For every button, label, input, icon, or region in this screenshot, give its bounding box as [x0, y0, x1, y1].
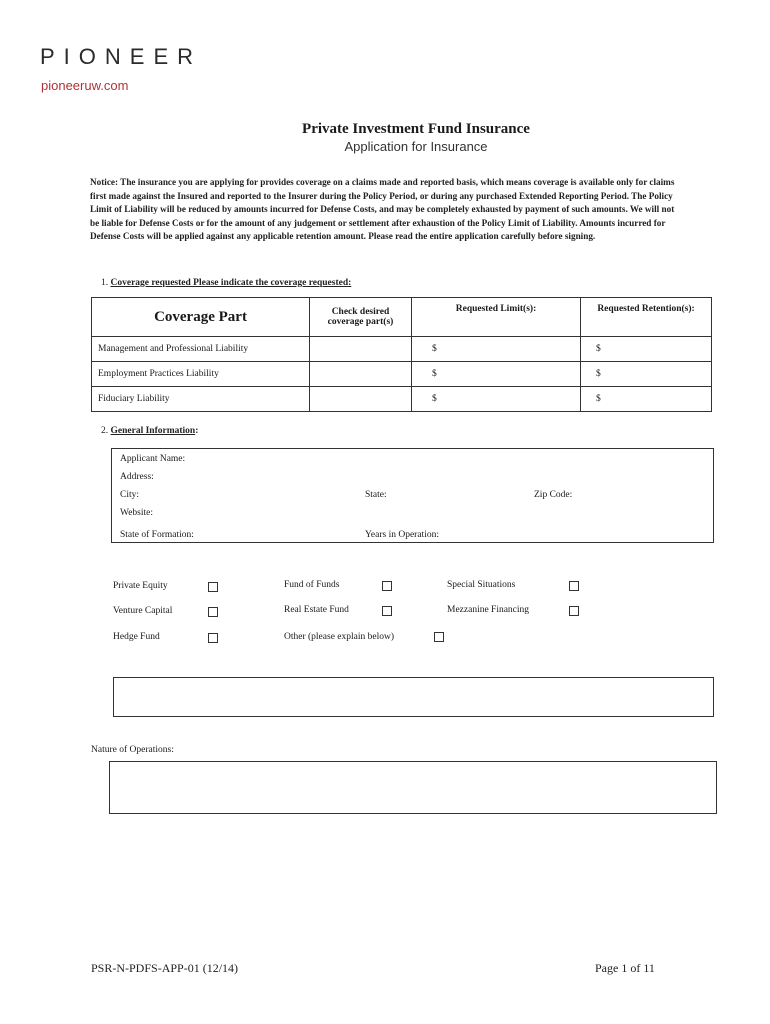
document-subtitle: Application for Insurance [344, 139, 488, 154]
retention-cell[interactable]: $ [581, 362, 712, 387]
company-website[interactable]: pioneeruw.com [41, 78, 129, 93]
coverage-check-cell[interactable] [310, 387, 412, 412]
fund-type-real-estate-fund: Real Estate Fund [284, 605, 349, 615]
fund-type-other: Other (please explain below) [284, 632, 394, 642]
general-information-box [111, 448, 714, 543]
section-2-number: 2. [101, 426, 109, 436]
col-coverage-part: Coverage Part [92, 298, 310, 337]
fund-type-hedge-fund: Hedge Fund [113, 632, 160, 642]
section-2-title: General Information [110, 426, 196, 436]
page-number: Page 1 of 11 [595, 961, 655, 975]
table-row [92, 337, 712, 362]
limit-cell[interactable]: $ [412, 337, 581, 362]
state-label[interactable]: State: [365, 490, 387, 500]
col-check-desired: Check desired coverage part(s) [310, 298, 412, 337]
city-label[interactable]: City: [120, 490, 140, 500]
section-1-number: 1. [101, 278, 109, 288]
private-equity-checkbox[interactable] [208, 582, 218, 592]
section-2-heading [101, 426, 198, 436]
section-1-heading [101, 278, 351, 288]
hedge-fund-checkbox[interactable] [208, 633, 218, 643]
fund-of-funds-checkbox[interactable] [382, 581, 392, 591]
document-title: Private Investment Fund Insurance [302, 121, 530, 137]
section-1-title: Coverage requested Please indicate the coverage requested: [110, 278, 352, 288]
fund-type-fund-of-funds: Fund of Funds [284, 580, 340, 590]
table-row [92, 362, 712, 387]
venture-capital-checkbox[interactable] [208, 607, 218, 617]
retention-cell[interactable]: $ [581, 387, 712, 412]
fund-type-special-situations: Special Situations [447, 580, 516, 590]
zip-code-label[interactable]: Zip Code: [534, 490, 573, 500]
table-row [92, 387, 712, 412]
special-situations-checkbox[interactable] [569, 581, 579, 591]
coverage-table-header [92, 298, 712, 337]
fund-type-mezzanine-financing: Mezzanine Financing [447, 605, 530, 615]
website-label[interactable]: Website: [120, 508, 154, 518]
col-requested-limit: Requested Limit(s): [412, 298, 581, 337]
fund-type-venture-capital: Venture Capital [113, 606, 173, 616]
coverage-check-cell[interactable] [310, 362, 412, 387]
years-in-operation-label[interactable]: Years in Operation: [365, 530, 439, 540]
mezzanine-financing-checkbox[interactable] [569, 606, 579, 616]
limit-cell[interactable]: $ [412, 362, 581, 387]
notice-paragraph: Notice: The insurance you are applying for provides coverage on a claims made and reported basis, which means coverage is available only for claims first made against the Insured and reported to the Insurer during the Policy Period, or during any purchased Extended Reporting Period. The Policy Limit of Liability will be reduced by amounts incurred for Defense Costs, and may be completely exhausted by payment of such amounts. We will not be liable for Defense Costs or for the amount of any judgement or settlement after exhaustion of the Policy Limit of Liability. Amounts incurred for Defense Costs will be applied against any applicable retention amount. Please read the entire application carefully before signing. [90, 177, 675, 242]
col-requested-retention: Requested Retention(s): [581, 298, 712, 337]
applicant-name-label[interactable]: Applicant Name: [120, 454, 186, 464]
limit-cell[interactable]: $ [412, 387, 581, 412]
form-code: PSR-N-PDFS-APP-01 (12/14) [91, 961, 239, 975]
other-checkbox[interactable] [434, 632, 444, 642]
address-label[interactable]: Address: [120, 472, 154, 482]
coverage-part-label: Employment Practices Liability [92, 362, 310, 387]
section-2-colon: : [195, 426, 199, 436]
fund-type-private-equity: Private Equity [113, 581, 168, 591]
state-of-formation-label[interactable]: State of Formation: [120, 530, 194, 540]
nature-of-operations-input[interactable] [109, 761, 717, 814]
real-estate-fund-checkbox[interactable] [382, 606, 392, 616]
coverage-table [91, 297, 712, 412]
nature-of-operations-label: Nature of Operations: [91, 745, 174, 755]
coverage-check-cell[interactable] [310, 337, 412, 362]
company-logo: PIONEER [40, 44, 203, 69]
coverage-part-label: Fiduciary Liability [92, 387, 310, 412]
retention-cell[interactable]: $ [581, 337, 712, 362]
other-explanation-input[interactable] [113, 677, 714, 717]
coverage-part-label: Management and Professional Liability [92, 337, 310, 362]
